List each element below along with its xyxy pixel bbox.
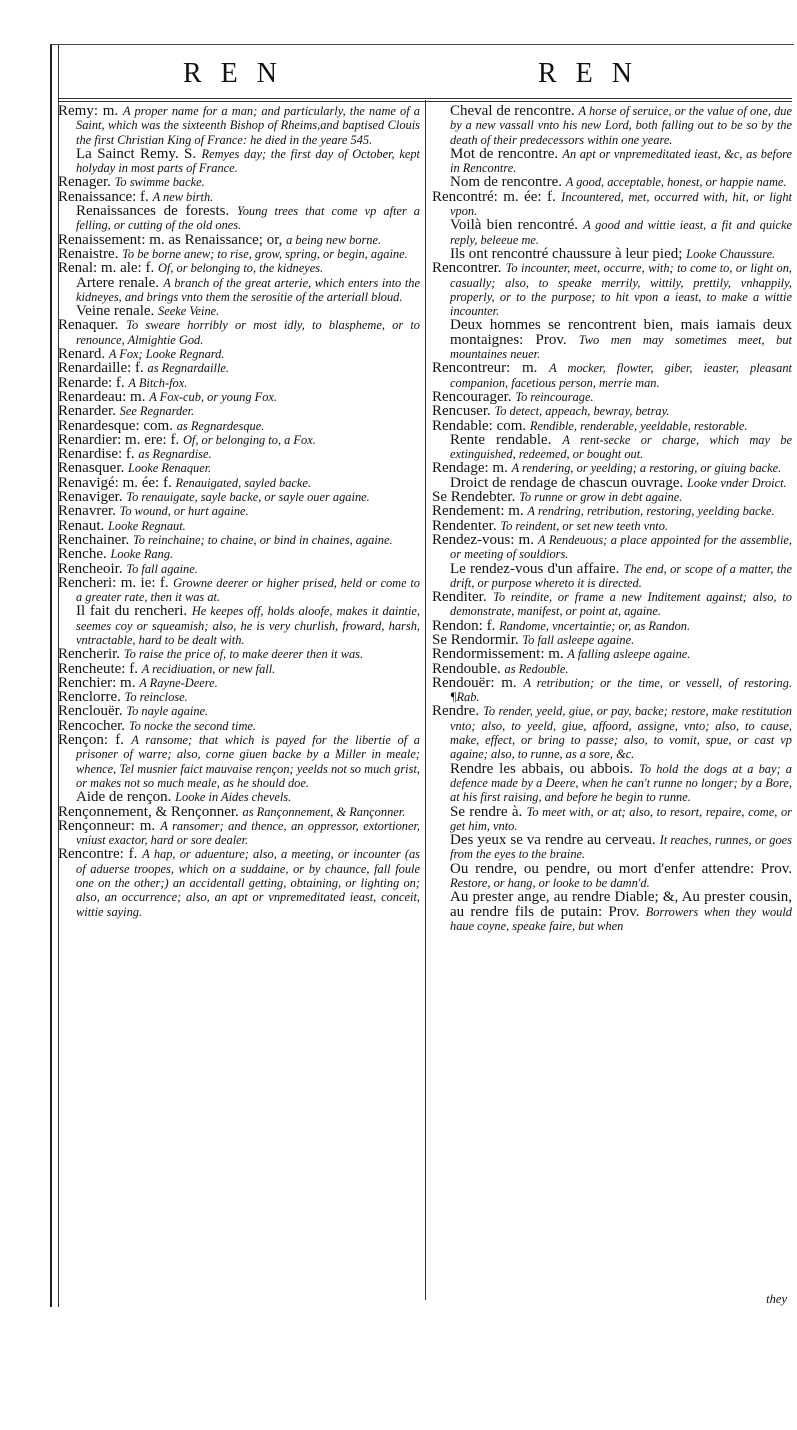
entry-headword: Renardeau: m. <box>58 388 150 405</box>
header-right: R E N <box>538 58 638 89</box>
entry-definition: Young trees that come vp after a felling, or cutting of the old ones. <box>76 204 420 233</box>
dictionary-entry <box>58 233 420 247</box>
entry-definition: To sweare horribly or most idly, to blaspheme, or to renounce, Almightie God. <box>76 318 420 347</box>
entry-headword: Rendormissement: m. <box>432 646 568 663</box>
dictionary-entry <box>432 490 792 504</box>
entry-headword: Rençon: f. <box>58 732 132 749</box>
entry-headword: Rendre les abbais, ou abbois. <box>450 760 640 777</box>
entry-headword: Renclouër. <box>58 703 127 720</box>
dictionary-entry <box>432 590 792 619</box>
entry-headword: Rencontré: m. ée: f. <box>432 188 562 205</box>
entry-headword: Renaissement: m. as Renaissance; or, <box>58 231 287 248</box>
entry-headword: Rencontre: f. <box>58 846 143 863</box>
entry-headword: Renaistre. <box>58 245 123 262</box>
entry-definition: Rendible, renderable, yeeldable, restorable. <box>529 418 748 433</box>
entry-headword: Veine renale. <box>76 303 159 320</box>
entry-headword: Il fait du rencheri. <box>76 603 192 620</box>
dictionary-entry <box>432 175 792 189</box>
dictionary-entry <box>58 433 420 447</box>
entry-headword: Rendage: m. <box>432 460 512 477</box>
dictionary-entry <box>58 376 420 390</box>
entry-definition: Renauigated, sayled backe. <box>175 475 312 490</box>
entry-definition: A mocker, flowter, giber, ieaster, pleasant companion, facetious person, merrie man. <box>450 361 792 390</box>
dictionary-entry <box>58 476 420 490</box>
entry-headword: Rendon: f. <box>432 617 500 634</box>
entry-headword: Deux hommes se rencontrent bien, mais iamais deux montaignes: Prov. <box>450 317 792 348</box>
entry-definition: A horse of seruice, or the value of one, due by a new vassall vnto his new Lord, both falling out to be so by the death of their predecessors within one yeare. <box>450 104 792 147</box>
entry-headword: Renardaille: f. <box>58 360 148 377</box>
entry-definition: A branch of the great arterie, which enters into the kidneyes, and brings vnto them the serositie of the arteriall bloud. <box>76 275 420 304</box>
entry-definition: Looke Chaussure. <box>686 246 776 261</box>
entry-headword: Renardise: f. <box>58 446 139 463</box>
dictionary-entry <box>432 433 792 462</box>
entry-headword: Renardesque: com. <box>58 417 177 434</box>
entry-definition: Two men may sometimes meet, but mountaines neuer. <box>450 332 792 362</box>
dictionary-entry <box>58 676 420 690</box>
entry-headword: Renclorre. <box>58 689 125 706</box>
entry-definition: A rendering, or yeelding; a restoring, or giuing backe. <box>511 461 782 476</box>
entry-definition: To nayle againe. <box>126 704 209 719</box>
entry-headword: Renche. <box>58 546 111 563</box>
dictionary-entry <box>432 704 792 761</box>
entry-headword: Se rendre à. <box>450 803 527 820</box>
entry-headword: Renaissance: f. <box>58 188 153 205</box>
entry-headword: Rendable: com. <box>432 417 530 434</box>
entry-definition: To reindite, or frame a new Inditement against; also, to demonstrate, manifest, or point at, againe. <box>450 590 792 619</box>
entry-headword: Droict de rendage de chascun ouvrage. <box>450 474 687 491</box>
dictionary-entry <box>432 862 792 891</box>
entry-headword: Renditer. <box>432 589 494 606</box>
entry-definition: To runne or grow in debt againe. <box>519 490 683 505</box>
entry-definition: A retribution; or the time, or vessell, of restoring. ¶Rab. <box>450 675 792 705</box>
entry-headword: Renal: m. ale: f. <box>58 260 158 277</box>
entry-definition: An apt or vnpremeditated ieast, &c, as before in Rencontre. <box>450 146 792 176</box>
entry-definition: A Fox-cub, or young Fox. <box>149 389 277 404</box>
dictionary-entry <box>58 404 420 418</box>
entry-headword: Renavrer. <box>58 503 120 520</box>
dictionary-entry <box>432 762 792 805</box>
entry-headword: Renarde: f. <box>58 374 129 391</box>
dictionary-entry <box>432 533 792 562</box>
entry-definition: Looke Regnaut. <box>108 518 186 533</box>
dictionary-entry <box>58 733 420 790</box>
dictionary-entry <box>432 562 792 591</box>
entry-definition: Growne deerer or higher prised, held or come to a greater rate, then it was at. <box>76 575 420 605</box>
entry-definition: A Fox; Looke Regnard. <box>108 347 225 362</box>
dictionary-entry <box>432 147 792 176</box>
entry-definition: To meet with, or at; also, to resort, repaire, come, or get him, vnto. <box>450 804 792 833</box>
entry-headword: Rençonnement, & Rençonner. <box>58 803 243 820</box>
dictionary-entry <box>432 419 792 433</box>
dictionary-entry <box>432 647 792 661</box>
dictionary-entry <box>58 247 420 261</box>
entry-headword: Rencocher. <box>58 717 129 734</box>
catchword: they <box>766 1292 787 1306</box>
entry-headword: Ou rendre, ou pendre, ou mort d'enfer attendre: Prov. <box>450 860 792 877</box>
dictionary-entry <box>432 833 792 862</box>
dictionary-entry <box>58 790 420 804</box>
entry-headword: Renardier: m. ere: f. <box>58 431 183 448</box>
entry-headword: Mot de rencontre. <box>450 145 563 162</box>
entry-definition: To render, yeeld, giue, or pay, backe; restore, make restitution vnto; also, to yeeld, giue, affoord, assigne, vnto; also, to cause, make, effect, or bring to passe; also, to vomit, spue, or cast vp againe; also, to runne, as a sore, &c. <box>450 704 792 762</box>
dictionary-entry <box>432 390 792 404</box>
entry-headword: Remy: m. <box>58 104 123 119</box>
entry-headword: Renchier: m. <box>58 674 140 691</box>
dictionary-entry <box>58 576 420 605</box>
entry-definition: as Regnardise. <box>138 447 212 462</box>
entry-headword: Rencontreur: m. <box>432 360 550 377</box>
dictionary-entry <box>58 519 420 533</box>
entry-definition: The end, or scope of a matter, the drift, or purpose whereto it is directed. <box>450 561 792 590</box>
dictionary-entry <box>432 261 792 318</box>
dictionary-entry <box>432 218 792 247</box>
dictionary-entry <box>432 476 792 490</box>
entry-headword: Voilà bien rencontré. <box>450 217 584 234</box>
dictionary-entry <box>432 247 792 261</box>
dictionary-entry <box>58 805 420 819</box>
entry-headword: Renard. <box>58 346 109 363</box>
entry-headword: Se Rendebter. <box>432 489 520 506</box>
entry-definition: A rendring, retribution, restoring, yeelding backe. <box>527 504 775 519</box>
entry-headword: Renavigé: m. ée: f. <box>58 474 176 491</box>
dictionary-entry <box>58 847 420 918</box>
entry-definition: Of, or belonging to, a Fox. <box>182 432 316 447</box>
entry-definition: He keepes off, holds aloofe, makes it daintie, seemes coy or squeamish; also, he is very churlish, froward, harsh, vntractable, hard to be dealt with. <box>76 604 420 647</box>
entry-headword: Aide de rençon. <box>76 789 176 806</box>
dictionary-entry <box>58 419 420 433</box>
dictionary-entry <box>58 390 420 404</box>
dictionary-entry <box>58 190 420 204</box>
entry-definition: A falling asleepe againe. <box>567 647 691 662</box>
dictionary-entry <box>58 647 420 661</box>
entry-headword: Rencheute: f. <box>58 660 142 677</box>
entry-headword: Rendez-vous: m. <box>432 531 539 548</box>
entry-headword: Ils ont rencontré chaussure à leur pied; <box>450 245 687 262</box>
entry-headword: Rencourager. <box>432 388 516 405</box>
dictionary-entry <box>58 504 420 518</box>
dictionary-entry <box>432 519 792 533</box>
entry-headword: Nom de rencontre. <box>450 174 566 191</box>
dictionary-entry <box>432 190 792 219</box>
dictionary-entry <box>432 461 792 475</box>
dictionary-entry <box>58 662 420 676</box>
entry-headword: Rendement: m. <box>432 503 528 520</box>
entry-definition: A ransome; that which is payed for the libertie of a prisoner of warre; also, corne giuen backe by a Miller in meale; whence, Tel musnier faict mauvaise rençon; yeelds not so much grist, or makes not so much meale, as he should doe. <box>76 733 420 790</box>
entry-definition: Seeke Veine. <box>158 304 220 319</box>
entry-headword: Le rendez-vous d'un affaire. <box>450 560 624 577</box>
entry-definition: A rent-secke or charge, which may be extinguished, redeemed, or bought out. <box>450 432 792 462</box>
dictionary-entry <box>58 361 420 375</box>
entry-definition: To fall againe. <box>126 561 198 576</box>
entry-definition: Looke Rang. <box>110 547 174 562</box>
dictionary-entry <box>58 562 420 576</box>
dictionary-entry <box>58 276 420 305</box>
dictionary-entry <box>432 805 792 834</box>
entry-headword: Rendouër: m. <box>432 674 524 691</box>
entry-definition: Remyes day; the first day of October, kept holyday in most parts of France. <box>76 146 420 176</box>
column-divider <box>425 100 426 1300</box>
entry-definition: A proper name for a man; and particularly, the name of a Saint, which was the sixteenth Bishop of Rheims,and baptised Clouis the first Christian King of France: he died in the yeare 545. <box>76 104 420 147</box>
entry-headword: Rente rendable. <box>450 431 563 448</box>
dictionary-entry <box>432 318 792 361</box>
dictionary-entry <box>58 104 420 147</box>
entry-definition: A Rayne-Deere. <box>139 675 218 690</box>
entry-definition: as Redouble. <box>504 661 569 676</box>
entry-definition: Randome, vncertaintie; or, as Randon. <box>499 618 691 633</box>
dictionary-entry <box>58 318 420 347</box>
dictionary-entry <box>58 304 420 318</box>
dictionary-entry <box>432 361 792 390</box>
entry-definition: To be borne anew; to rise, grow, spring, or begin, againe. <box>122 246 408 261</box>
entry-definition: A hap, or aduenture; also, a meeting, or incounter (as of aduerse troopes, which on a suddaine, or by chaunce, fall foule one on the other;) an accidentall getting, obtaining, or lighting on; also, an occurrence; also, an apt or vnpremeditated ieast, conceit, wittie saying. <box>76 847 420 919</box>
right-column <box>432 104 792 1299</box>
entry-headword: Renchainer. <box>58 531 133 548</box>
entry-definition: To fall asleepe againe. <box>522 632 635 647</box>
entry-definition: To detect, appeach, bewray, betray. <box>494 404 670 419</box>
entry-headword: Rencheoir. <box>58 560 127 577</box>
entry-headword: Rencheri: m. ie: f. <box>58 574 174 591</box>
dictionary-entry <box>432 404 792 418</box>
entry-definition: Looke Renaquer. <box>127 461 212 476</box>
entry-headword: Rençonneur: m. <box>58 817 161 834</box>
entry-definition: A ransomer; and thence, an oppressor, extortioner, vniust exactor, hard or sore dealer. <box>76 818 420 848</box>
dictionary-entry <box>58 704 420 718</box>
entry-headword: Au prester ange, au rendre Diable; &, Au prester cousin, au rendre fils de putain: Prov. <box>450 889 792 920</box>
entry-headword: Renaviger. <box>58 489 127 506</box>
dictionary-entry <box>432 104 792 147</box>
entry-headword: Rendre. <box>432 703 484 720</box>
entry-definition: A Bitch-fox. <box>128 375 188 390</box>
dictionary-entry <box>58 719 420 733</box>
header-rule <box>58 98 792 99</box>
entry-definition: Looke vnder Droict. <box>686 475 787 490</box>
entry-definition: as Rançonnement, & Rançonner. <box>242 804 406 819</box>
entry-headword: Des yeux se va rendre au cerveau. <box>450 832 660 849</box>
dictionary-entry <box>58 204 420 233</box>
entry-definition: To hold the dogs at a bay; a defence made by a Deere, when he can't runne no longer; by a Bore, at his first raising, and before he begin to runne. <box>450 761 792 805</box>
running-header <box>58 50 792 98</box>
dictionary-entry <box>58 604 420 647</box>
entry-definition: Restore, or hang, or looke to be damn'd. <box>450 876 650 891</box>
entry-definition: To swimme backe. <box>114 175 205 190</box>
entry-headword: Se Rendormir. <box>432 631 523 648</box>
entry-definition: To renauigate, sayle backe, or sayle ouer againe. <box>126 490 370 505</box>
dictionary-entry <box>432 676 792 705</box>
entry-definition: A recidiuation, or new fall. <box>141 661 276 676</box>
entry-definition: Incountered, met, occurred with, hit, or light vpon. <box>450 189 792 219</box>
entry-definition: To nocke the second time. <box>128 718 257 733</box>
dictionary-entry <box>58 261 420 275</box>
entry-headword: Rencontrer. <box>432 260 506 277</box>
entry-definition: a being new borne. <box>286 232 382 247</box>
entry-definition: as Regnardesque. <box>176 418 265 433</box>
dictionary-entry <box>58 490 420 504</box>
entry-headword: Rendouble. <box>432 660 505 677</box>
left-column <box>58 104 420 1299</box>
entry-headword: Artere renale. <box>76 274 164 291</box>
dictionary-entry <box>432 890 792 933</box>
entry-definition: A good and wittie ieast, a fit and quicke reply, beleeue me. <box>450 218 792 247</box>
dictionary-entry <box>432 662 792 676</box>
entry-definition: To wound, or hurt againe. <box>119 504 249 519</box>
entry-headword: Cheval de rencontre. <box>450 104 579 119</box>
entry-headword: La Sainct Remy. S. <box>76 145 202 162</box>
entry-definition: Borrowers when they would haue coyne, speake faire, but when <box>450 904 792 933</box>
dictionary-entry <box>58 175 420 189</box>
dictionary-entry <box>58 819 420 848</box>
dictionary-entry <box>58 347 420 361</box>
entry-headword: Rendenter. <box>432 517 501 534</box>
dictionary-entry <box>432 633 792 647</box>
entry-headword: Renarder. <box>58 403 120 420</box>
entry-definition: To reincourage. <box>515 389 594 404</box>
dictionary-entry <box>58 547 420 561</box>
dictionary-entry <box>432 504 792 518</box>
entry-definition: To raise the price of, to make deerer then it was. <box>123 647 364 662</box>
entry-headword: Rencuser. <box>432 403 495 420</box>
entry-definition: A new birth. <box>152 189 214 204</box>
dictionary-entry <box>58 690 420 704</box>
entry-definition: Looke in Aides chevels. <box>175 790 292 805</box>
entry-definition: A Rendeuous; a place appointed for the assemblie, or meeting of souldiors. <box>450 532 792 562</box>
entry-definition: It reaches, runnes, or goes from the eyes to the braine. <box>450 833 792 862</box>
entry-definition: See Regnarder. <box>119 404 195 419</box>
entry-headword: Rencherir. <box>58 646 124 663</box>
entry-definition: Of, or belonging to, the kidneyes. <box>157 261 324 276</box>
entry-headword: Renasquer. <box>58 460 128 477</box>
entry-definition: as Regnardaille. <box>147 361 229 376</box>
entry-headword: Renager. <box>58 174 115 191</box>
entry-headword: Renaissances de forests. <box>76 203 237 220</box>
entry-headword: Renaquer. <box>58 317 127 334</box>
entry-definition: To incounter, meet, occurre, with; to come to, or light on, casually; also, to speake merrily, wittily, prettily, vnhappily, properly, or to the purpose; to hit vpon a ieast, to make a wittie incounter. <box>450 261 792 319</box>
dictionary-entry <box>58 461 420 475</box>
dictionary-entry <box>58 147 420 176</box>
entry-definition: To reinclose. <box>124 690 188 705</box>
dictionary-entry <box>432 619 792 633</box>
header-left: R E N <box>183 58 283 89</box>
entry-definition: To reinchaine; to chaine, or bind in chaines, againe. <box>132 532 393 547</box>
dictionary-entry <box>58 533 420 547</box>
entry-definition: To reindent, or set new teeth vnto. <box>500 518 669 533</box>
entry-headword: Renaut. <box>58 517 108 534</box>
entry-definition: A good, acceptable, honest, or happie name. <box>565 175 787 190</box>
dictionary-entry <box>58 447 420 461</box>
